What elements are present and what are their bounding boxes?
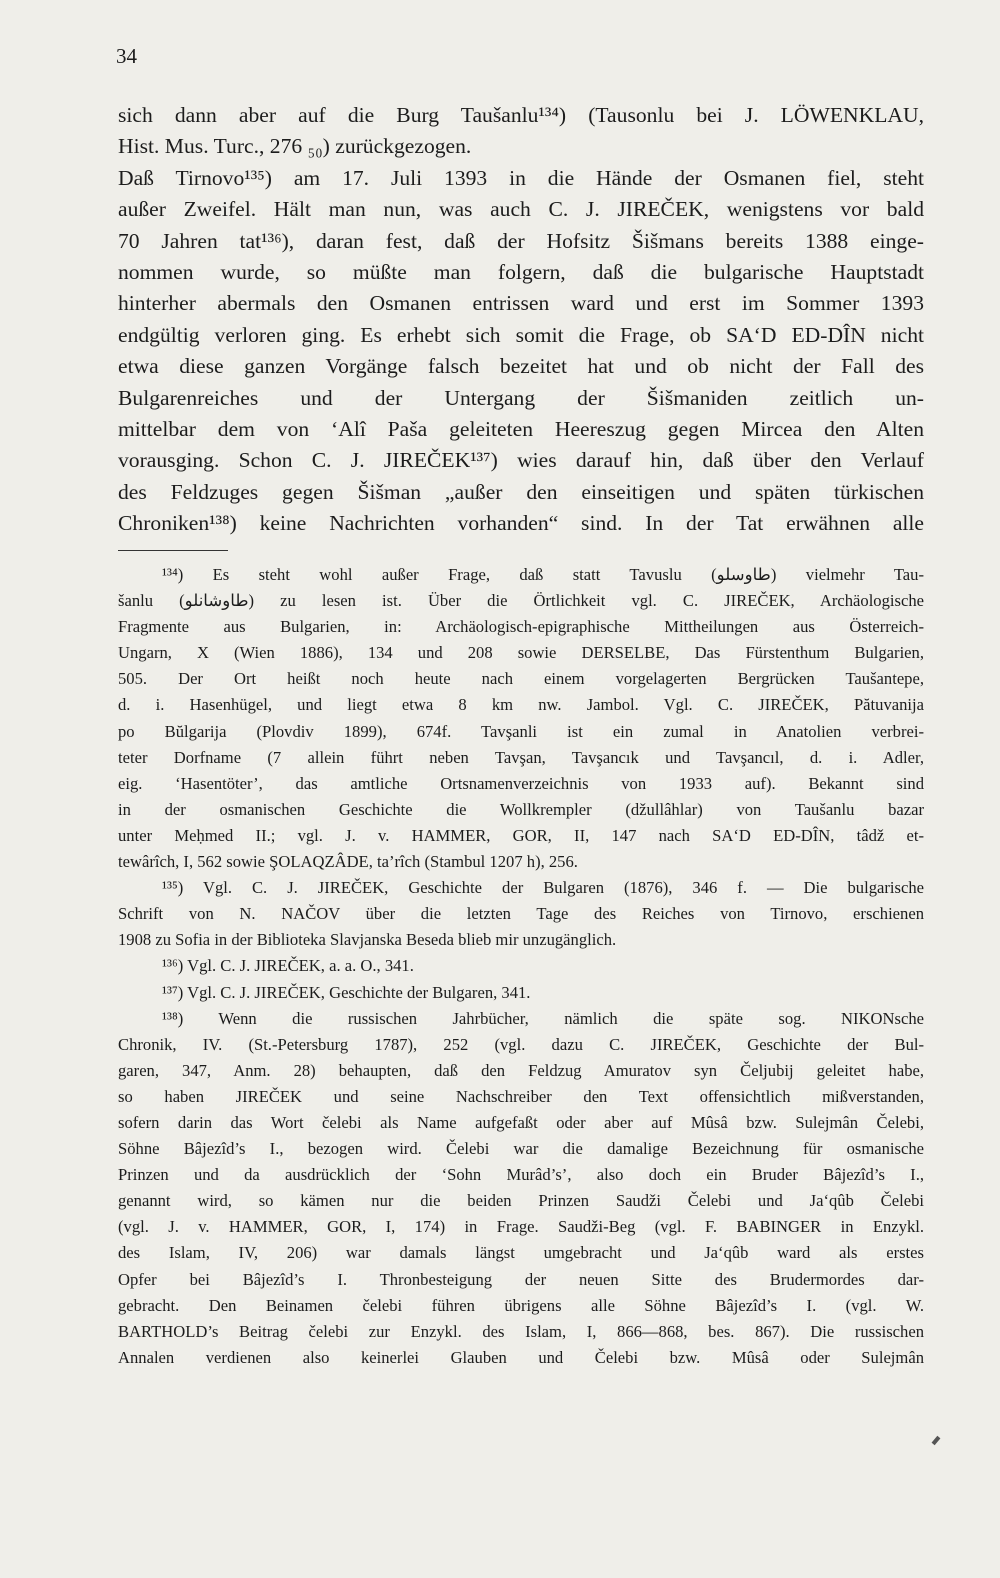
footnote-line: unter Meḥmed II.; vgl. J. v. HAMMER, GOR, II, 147 nach SA‘D ED-DÎN, tâdž et- (118, 825, 924, 845)
text-line: mittelbar dem von ‘Alî Paša geleiteten Heereszug gegen Mircea den Alten (118, 417, 924, 442)
footnote-line: des Islam, IV, 206) war damals längst umgebracht und Ja‘qûb ward als erstes (118, 1243, 924, 1263)
footnote-rule (118, 550, 228, 551)
footnote-line: teter Dorfname (7 allein führt neben Tavşan, Tavşancık und Tavşancıl, d. i. Adler, (118, 747, 924, 767)
footnote-line: šanlu (طاوشانلو) zu lesen ist. Über die Örtlichkeit vgl. C. JIREČEK, Archäologische (118, 591, 924, 611)
footnote-line: so haben JIREČEK und seine Nachschreiber den Text offensichtlich mißverstanden, (118, 1086, 924, 1106)
text-line: etwa diese ganzen Vorgänge falsch bezeitet hat und ob nicht der Fall des (118, 354, 924, 379)
footnotes (118, 562, 924, 1371)
footnote-line: ¹³⁸) Wenn die russischen Jahrbücher, nämlich die späte sog. NIKONsche (162, 1008, 924, 1028)
footnote-line: Chronik, IV. (St.-Petersburg 1787), 252 (vgl. dazu C. JIREČEK, Geschichte der Bul- (118, 1034, 924, 1054)
text-line: Bulgarenreiches und der Untergang der Šišmaniden zeitlich un- (118, 385, 924, 410)
footnote-line: Söhne Bâjezîd’s I., bezogen wird. Čelebi war die damalige Bezeichnung für osmanische (118, 1139, 924, 1159)
footnote-line: garen, 347, Anm. 28) behaupten, daß den Feldzug Amuratov syn Čeljubij geleitet habe, (118, 1060, 924, 1080)
footnote-line: BARTHOLD’s Beitrag čelebi zur Enzykl. des Islam, I, 866—868, bes. 867). Die russischen (118, 1321, 924, 1341)
footnote-line: Prinzen und da ausdrücklich der ‘Sohn Murâd’s’, also doch ein Bruder Bâjezîd’s I., (118, 1165, 924, 1185)
footnote-line: ¹³⁵) Vgl. C. J. JIREČEK, Geschichte der Bulgaren (1876), 346 f. — Die bulgarische (162, 878, 924, 898)
footnote-line: Opfer bei Bâjezîd’s I. Thronbesteigung der neuen Sitte des Brudermordes dar- (118, 1269, 924, 1289)
footnote-line: Ungarn, X (Wien 1886), 134 und 208 sowie DERSELBE, Das Fürstenthum Bulgarien, (118, 643, 924, 663)
text-line: nommen wurde, so müßte man folgern, daß die bulgarische Hauptstadt (118, 260, 924, 285)
footnote-line: 1908 zu Sofia in der Biblioteka Slavjanska Beseda blieb mir unzugänglich. (118, 930, 617, 950)
ink-speck (932, 1436, 941, 1445)
text-line: außer Zweifel. Hält man nun, was auch C. J. JIREČEK, wenigstens vor bald (118, 197, 924, 222)
footnote-line: eig. ‘Hasentöter’, das amtliche Ortsnamenverzeichnis von 1933 auf). Bekannt sind (118, 773, 924, 793)
footnote-line: ¹³⁴) Es steht wohl außer Frage, daß statt Tavuslu (طاوسلو) vielmehr Tau- (162, 565, 924, 584)
footnote-line: 505. Der Ort heißt noch heute nach einem vorgelagerten Bergrücken Taušantepe, (118, 669, 924, 689)
footnote-line: in der osmanischen Geschichte die Wollkrempler (džullâhlar) von Taušanlu bazar (118, 799, 924, 819)
footnote-line: ¹³⁷) Vgl. C. J. JIREČEK, Geschichte der Bulgaren, 341. (162, 982, 531, 1002)
footnote-line: sofern darin das Wort čelebi als Name aufgefaßt oder aber auf Mûsâ bzw. Sulejmân Čelebi, (118, 1112, 924, 1132)
text-line: des Feldzuges gegen Šišman „außer den einseitigen und späten türkischen (118, 479, 924, 504)
footnote-line: Annalen verdienen also keinerlei Glauben und Čelebi bzw. Mûsâ oder Sulejmân (118, 1347, 924, 1367)
text-line: endgültig verloren ging. Es erhebt sich somit die Frage, ob SA‘D ED-DÎN nicht (118, 322, 924, 347)
footnote-line: po Bŭlgarija (Plovdiv 1899), 674f. Tavşanli ist ein zumal in Anatolien verbrei- (118, 721, 924, 741)
page-number: 34 (116, 44, 137, 68)
footnote-line: tewârîch, I, 562 sowie ŞOLAQZÂDE, ta’rîch (Stambul 1207 h), 256. (118, 852, 578, 872)
footnote-line: d. i. Hasenhügel, und liegt etwa 8 km nw. Jambol. Vgl. C. JIREČEK, Pătuvanija (118, 695, 924, 715)
text-line: Chroniken¹³⁸) keine Nachrichten vorhanden“ sind. In der Tat erwähnen alle (118, 511, 924, 536)
main-text (118, 100, 924, 540)
footnote-line: genannt wird, so kämen nur die beiden Prinzen Saudži Čelebi und Ja‘qûb Čelebi (118, 1191, 924, 1211)
footnote-line: gebracht. Den Beinamen čelebi führen übrigens alle Söhne Bâjezîd’s I. (vgl. W. (118, 1295, 924, 1315)
text-line: 70 Jahren tat¹³⁶), daran fest, daß der Hofsitz Šišmans bereits 1388 einge- (118, 228, 924, 253)
footnote-line: (vgl. J. v. HAMMER, GOR, I, 174) in Frage. Saudži-Beg (vgl. F. BABINGER in Enzykl. (118, 1217, 924, 1237)
text-line: sich dann aber auf die Burg Taušanlu¹³⁴) (Tausonlu bei J. LÖWENKLAU, (118, 103, 924, 127)
text-line: vorausging. Schon C. J. JIREČEK¹³⁷) wies darauf hin, daß über den Verlauf (118, 448, 924, 473)
text-line: Hist. Mus. Turc., 276 ₅₀) zurückgezogen. (118, 134, 472, 159)
text-line: Daß Tirnovo¹³⁵) am 17. Juli 1393 in die Hände der Osmanen fiel, steht (118, 165, 924, 190)
footnote-line: Schrift von N. NAČOV über die letzten Tage des Reiches von Tirnovo, erschienen (118, 904, 924, 924)
footnote-line: Fragmente aus Bulgarien, in: Archäologisch-epigraphische Mittheilungen aus Österreich- (118, 617, 924, 637)
footnote-line: ¹³⁶) Vgl. C. J. JIREČEK, a. a. O., 341. (162, 956, 414, 976)
text-line: hinterher abermals den Osmanen entrissen ward und erst im Sommer 1393 (118, 291, 924, 316)
